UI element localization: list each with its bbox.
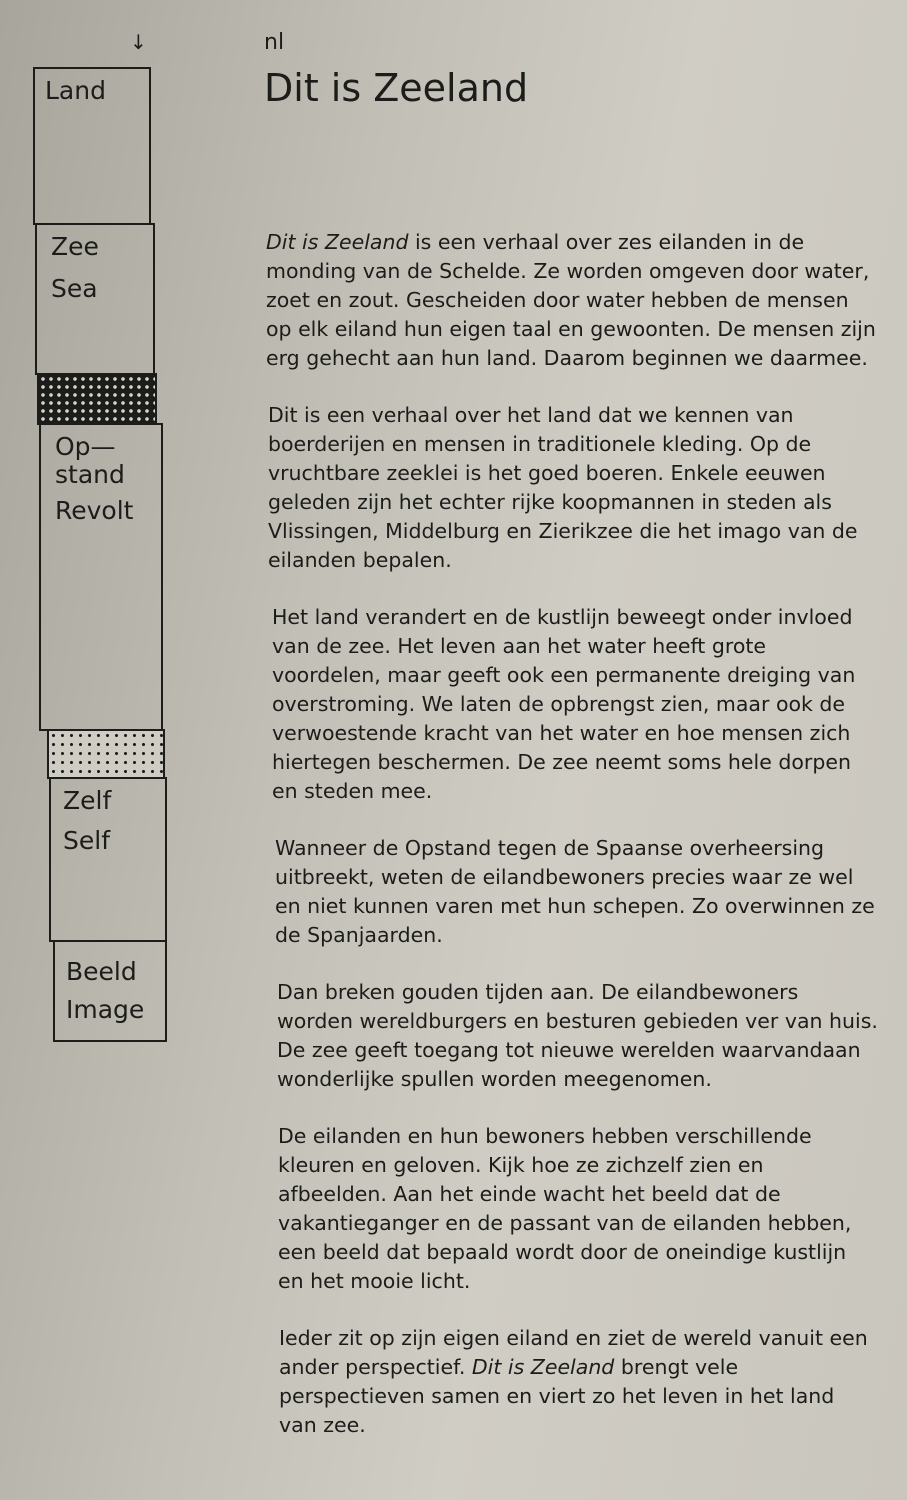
dotted-divider-light bbox=[47, 729, 165, 779]
section-land bbox=[33, 67, 151, 225]
section-revolt-label: Revolt bbox=[55, 496, 134, 525]
section-zee bbox=[35, 223, 155, 375]
section-opstand-label-1: Op— bbox=[55, 432, 116, 461]
paragraph-1-text: is een verhaal over zes eilanden in de monding van de Schelde. Ze worden omgeven door water, zoet en zout. Gescheiden door water hebben de mensen op elk eiland hun eigen taal en gewoonten. De mensen zijn erg gehecht aan hun land. Daarom beginnen we daarmee. bbox=[266, 230, 876, 370]
section-land-label: Land bbox=[45, 76, 106, 105]
paragraph-1 bbox=[266, 228, 878, 373]
dotted-divider-dark bbox=[37, 373, 157, 425]
body-text bbox=[266, 228, 878, 1468]
paragraph-7-title: Dit is Zeeland bbox=[471, 1355, 615, 1379]
page-title: Dit is Zeeland bbox=[264, 66, 529, 110]
paragraph-6: De eilanden en hun bewoners hebben verschillende kleuren en geloven. Kijk hoe ze zichzelf zien en afbeelden. Aan het einde wacht het beeld dat de vakantieganger en de passant van de eilanden hebben, een beeld dat bepaald wordt door de oneindige kustlijn en het mooie licht. bbox=[278, 1124, 852, 1293]
language-label: nl bbox=[264, 30, 285, 55]
down-arrow-icon: ↓ bbox=[130, 30, 147, 54]
paragraph-2: Dit is een verhaal over het land dat we kennen van boerderijen en mensen in traditionele kleding. Op de vruchtbare zeeklei is het goed boeren. Enkele eeuwen geleden zijn het echter rijke koopmannen in steden als Vlissingen, Middelburg en Zierikzee die het imago van de eilanden bepalen. bbox=[268, 403, 858, 572]
section-opstand-label-2: stand bbox=[55, 460, 125, 489]
section-zelf-label: Zelf bbox=[63, 786, 112, 815]
paragraph-4: Wanneer de Opstand tegen de Spaanse overheersing uitbreekt, weten de eilandbewoners precies waar ze wel en niet kunnen varen met hun schepen. Zo overwinnen ze de Spanjaarden. bbox=[275, 836, 875, 947]
section-sea-label: Sea bbox=[51, 274, 98, 303]
paragraph-7-text-end: brengt vele perspectieven samen en viert zo het leven in het land van zee. bbox=[279, 1355, 835, 1437]
section-beeld bbox=[53, 940, 167, 1042]
section-opstand bbox=[39, 423, 163, 731]
paragraph-5: Dan breken gouden tijden aan. De eilandbewoners worden wereldburgers en besturen gebieden ver van huis. De zee geeft toegang tot nieuwe werelden waarvandaan wonderlijke spullen worden meegenomen. bbox=[277, 980, 878, 1091]
section-zelf bbox=[49, 777, 167, 942]
section-self-label: Self bbox=[63, 826, 110, 855]
section-image-label: Image bbox=[66, 995, 145, 1024]
paragraph-7 bbox=[279, 1324, 878, 1440]
section-zee-label: Zee bbox=[51, 232, 99, 261]
section-index bbox=[0, 0, 240, 1100]
section-beeld-label: Beeld bbox=[66, 957, 137, 986]
paragraph-3: Het land verandert en de kustlijn beweegt onder invloed van de zee. Het leven aan het water heeft grote voordelen, maar geeft ook een permanente dreiging van overstroming. We laten de opbrengst zien, maar ook de verwoestende kracht van het water en hoe mensen zich hiertegen beschermen. De zee neemt soms hele dorpen en steden mee. bbox=[272, 605, 856, 803]
paragraph-1-title: Dit is Zeeland bbox=[266, 230, 409, 254]
paragraph-7-text-start: Ieder zit op zijn eigen eiland en ziet de wereld vanuit een ander perspectief. bbox=[279, 1326, 868, 1379]
